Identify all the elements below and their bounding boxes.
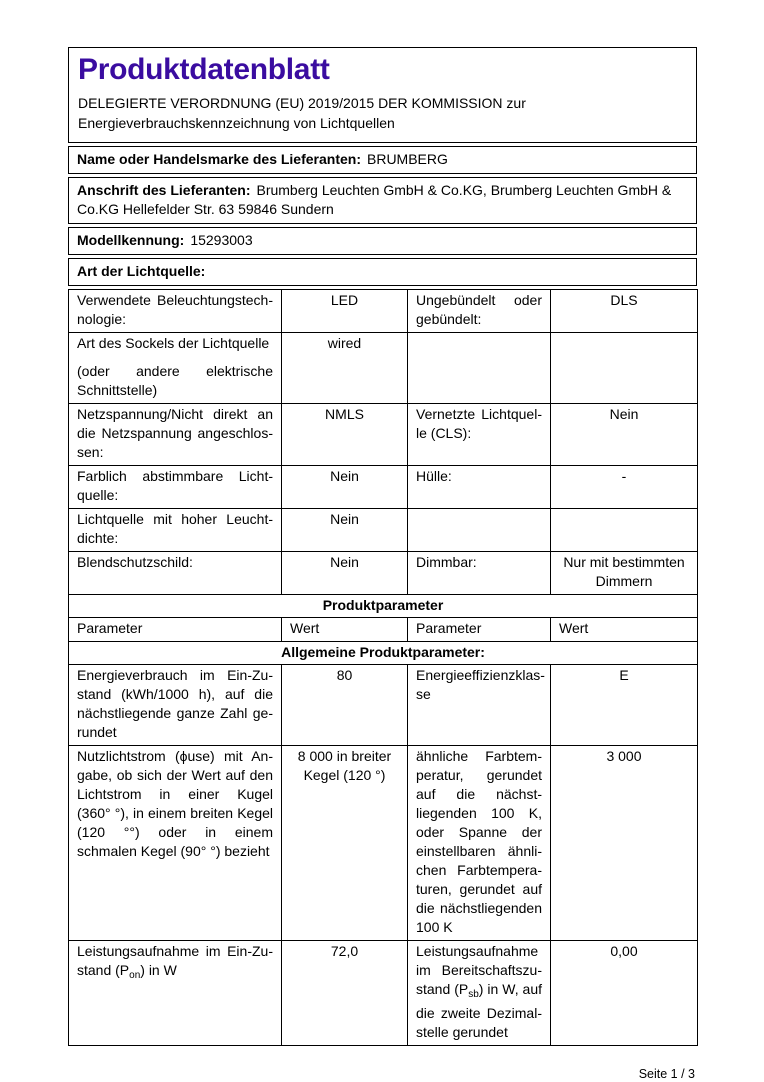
param-value-cell: Nur mit bestimmten Dimmern: [551, 552, 698, 595]
supplier-address-row: [68, 177, 697, 224]
section-header-row: [69, 595, 698, 618]
supplier-name-row: [68, 146, 697, 174]
power-on-subscript: on: [129, 970, 141, 981]
param-name-cell: Dimmbar:: [408, 552, 551, 595]
title-block: [68, 47, 697, 143]
param-name-cell: [408, 509, 551, 552]
table-row: [69, 746, 698, 941]
table-row: [69, 333, 698, 404]
model-id-label: Modellkennung:: [77, 232, 185, 248]
param-name-cell: Nutzlichtstrom (ϕuse) mit Angabe, ob sich der Wert auf den Lichtstrom in einer Kugel (360° °), in einem breiten Kegel (120 °°) oder in einem schmalen Kegel (90° °) bezieht: [69, 746, 282, 941]
socket-type-line2: (oder andere elektrische Schnittstelle): [77, 363, 273, 398]
param-value-cell: 72,0: [282, 941, 408, 1046]
supplier-name-label: Name oder Handelsmarke des Lieferanten:: [77, 151, 361, 167]
param-value-cell: 8 000 in breiter Kegel (120 °): [282, 746, 408, 941]
column-header: Parameter: [408, 618, 551, 642]
param-name-cell: [408, 941, 551, 1046]
light-source-type-label: Art der Lichtquelle:: [77, 263, 206, 279]
light-source-type-row: [68, 258, 697, 286]
datasheet: [68, 47, 697, 1082]
param-value-cell: 3 000: [551, 746, 698, 941]
param-value-cell: DLS: [551, 290, 698, 333]
param-value-cell: Nein: [282, 509, 408, 552]
power-on-label-post: ) in W: [140, 962, 177, 978]
param-value-cell: [551, 333, 698, 404]
param-name-cell: Verwendete Beleuchtungstechnologie:: [69, 290, 282, 333]
page-title: Produktdatenblatt: [78, 53, 330, 86]
param-name-cell: Blendschutzschild:: [69, 552, 282, 595]
supplier-address-value: Brumberg Leuchten GmbH & Co.KG, Brumberg Leuchten GmbH & Co.KG Hellefelder Str. 63 59846 Sundern: [77, 182, 672, 217]
regulation-subtitle: DELEGIERTE VERORDNUNG (EU) 2019/2015 DER KOMMISSION zur Energieverbrauchskennzeichnung von Lichtquellen: [78, 95, 526, 131]
supplier-address-label: Anschrift des Lieferanten:: [77, 182, 251, 198]
param-name-cell: ähnliche Farbtemperatur, gerundet auf die nächstliegenden 100 K, oder Spanne der einstellbaren ähnlichen Farbtemperaturen, gerundet auf die nächstliegenden 100 K: [408, 746, 551, 941]
param-value-cell: NMLS: [282, 404, 408, 466]
table-row: [69, 466, 698, 509]
subsection-header-allgemeine: Allgemeine Produktparameter:: [69, 642, 698, 665]
column-header-row: [69, 618, 698, 642]
table-row: [69, 290, 698, 333]
section-header-produktparameter: Produktparameter: [69, 595, 698, 618]
param-value-cell: Nein: [282, 552, 408, 595]
param-name-cell: Lichtquelle mit hoher Leuchtdichte:: [69, 509, 282, 552]
subsection-header-row: [69, 642, 698, 665]
param-name-cell: [408, 333, 551, 404]
param-value-cell: LED: [282, 290, 408, 333]
parameters-table: [68, 289, 698, 1046]
param-value-cell: Nein: [551, 404, 698, 466]
param-name-cell: Hülle:: [408, 466, 551, 509]
table-row: [69, 509, 698, 552]
param-value-cell: wired: [282, 333, 408, 404]
param-name-cell: Netzspannung/Nicht direkt an die Netzspannung angeschlossen:: [69, 404, 282, 466]
param-name-cell: Ungebündelt oder gebündelt:: [408, 290, 551, 333]
param-value-cell: [551, 509, 698, 552]
table-row: [69, 404, 698, 466]
column-header: Wert: [551, 618, 698, 642]
param-value-cell: E: [551, 665, 698, 746]
supplier-name-value: BRUMBERG: [367, 151, 448, 167]
param-name-cell: Energieverbrauch im Ein-Zustand (kWh/1000 h), auf die nächstliegende ganze Zahl gerundet: [69, 665, 282, 746]
model-id-row: [68, 227, 697, 255]
page-number: Seite 1 / 3: [638, 1067, 695, 1081]
column-header: Wert: [282, 618, 408, 642]
standby-label-post: ) in W, auf die zweite Dezimalstelle gerundet: [416, 981, 543, 1040]
column-header: Parameter: [69, 618, 282, 642]
param-value-cell: Nein: [282, 466, 408, 509]
param-name-cell: Vernetzte Lichtquelle (CLS):: [408, 404, 551, 466]
param-name-cell: Energieeffizienzklasse: [408, 665, 551, 746]
standby-label-pre: Leistungsaufnahme im Bereitschaftszustand (P: [416, 943, 542, 997]
param-name-cell: Farblich abstimmbare Lichtquelle:: [69, 466, 282, 509]
param-name-cell: [69, 333, 282, 404]
model-id-value: 15293003: [190, 232, 253, 248]
socket-type-line1: Art des Sockels der Lichtquelle: [77, 335, 270, 351]
param-value-cell: 80: [282, 665, 408, 746]
power-on-label-pre: Leistungsaufnahme im Ein-Zustand (P: [77, 943, 273, 978]
standby-subscript: sb: [468, 989, 479, 1000]
table-row: [69, 665, 698, 746]
param-value-cell: -: [551, 466, 698, 509]
table-row: [69, 941, 698, 1046]
table-row: [69, 552, 698, 595]
param-value-cell: 0,00: [551, 941, 698, 1046]
param-name-cell: [69, 941, 282, 1046]
